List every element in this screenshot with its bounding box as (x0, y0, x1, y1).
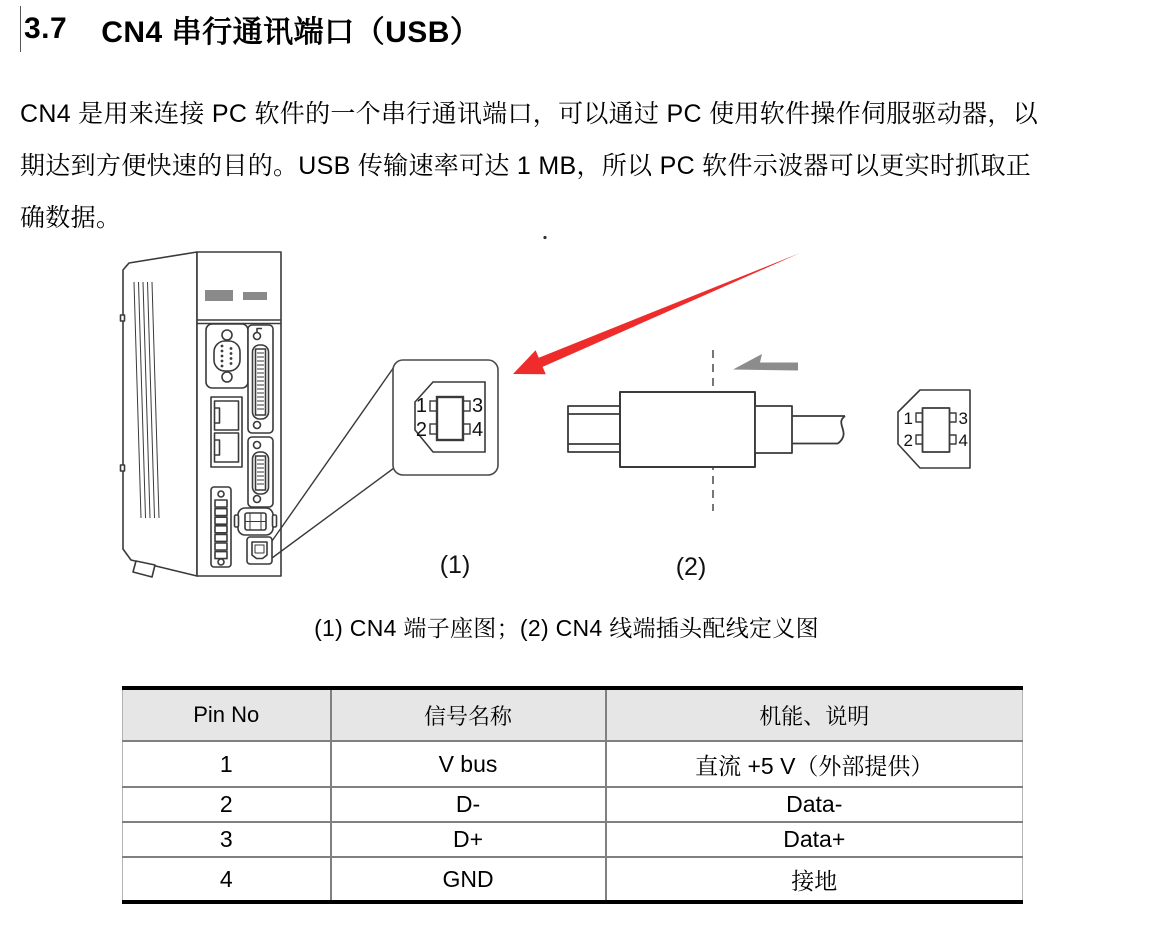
insert-direction-arrow (733, 354, 798, 371)
table-cell: D- (331, 787, 606, 822)
section-number: 3.7 (24, 12, 68, 45)
cable-break (838, 416, 845, 444)
table-header-row (123, 688, 1023, 741)
intro-paragraph (20, 88, 1038, 244)
intro-line: 确数据。 (20, 204, 122, 232)
table-cell: 3 (123, 822, 331, 857)
socket-pin-2-label: 2 (415, 419, 427, 441)
table-cell: 直流 +5 V（外部提供） (606, 741, 1023, 787)
section-title: CN4 串行通讯端口（USB） (101, 16, 481, 49)
cn1-connector (248, 325, 273, 433)
table-row (123, 857, 1023, 902)
table-cell: 1 (123, 741, 331, 787)
usb-socket-detail (393, 360, 498, 475)
red-arrow (513, 253, 800, 374)
table-cell: 接地 (606, 857, 1023, 902)
stray-dot (543, 236, 546, 239)
table-row (123, 787, 1023, 822)
usb-cable-plug (568, 392, 845, 467)
socket-pin-1-label: 1 (415, 395, 427, 417)
brand-mark (205, 290, 233, 301)
cn3-connector (235, 508, 277, 535)
table-cell: Data+ (606, 822, 1023, 857)
cable-lines (792, 416, 845, 444)
figure-caption: (1) CN4 端子座图；(2) CN4 线端插头配线定义图 (314, 615, 819, 641)
terminal-block (211, 487, 231, 567)
usb-plug-face (898, 390, 970, 468)
socket-pin-4-label: 4 (472, 419, 484, 441)
callout-lines (272, 367, 394, 558)
servo-drive-art (121, 252, 282, 577)
plug-pin-2-label: 2 (903, 431, 913, 450)
section-heading (20, 6, 480, 52)
plug-pin-4-label: 4 (958, 431, 968, 450)
table-cell: 4 (123, 857, 331, 902)
rating-mark (243, 292, 267, 300)
table-row (123, 741, 1023, 787)
table-header-signal-name: 信号名称 (331, 688, 606, 741)
table-cell: V bus (331, 741, 606, 787)
table-cell: Data- (606, 787, 1023, 822)
cn2-connector (248, 437, 273, 507)
table-cell: GND (331, 857, 606, 902)
pin-table (122, 686, 1023, 904)
socket-pin-3-label: 3 (472, 395, 484, 417)
plug-pin-3-label: 3 (958, 409, 968, 428)
table-header-pin-no: Pin No (123, 688, 331, 741)
db9-connector (206, 324, 248, 388)
intro-line: CN4 是用来连接 PC 软件的一个串行通讯端口，可以通过 PC 使用软件操作伺服驱动器，以 (20, 100, 1039, 128)
table-row (123, 822, 1023, 857)
figure-label-2: (2) (675, 553, 707, 581)
table-cell: D+ (331, 822, 606, 857)
figure-label-1: (1) (439, 551, 471, 579)
cn4-figure (0, 235, 1169, 607)
cn4-usb-port (247, 537, 272, 564)
table-header-function: 机能、说明 (606, 688, 1023, 741)
plug-pin-1-label: 1 (903, 409, 913, 428)
table-cell: 2 (123, 787, 331, 822)
rj45-ports (211, 397, 242, 467)
intro-line: 期达到方便快速的目的。USB 传输速率可达 1 MB，所以 PC 软件示波器可以更实时抓取正 (20, 152, 1032, 180)
